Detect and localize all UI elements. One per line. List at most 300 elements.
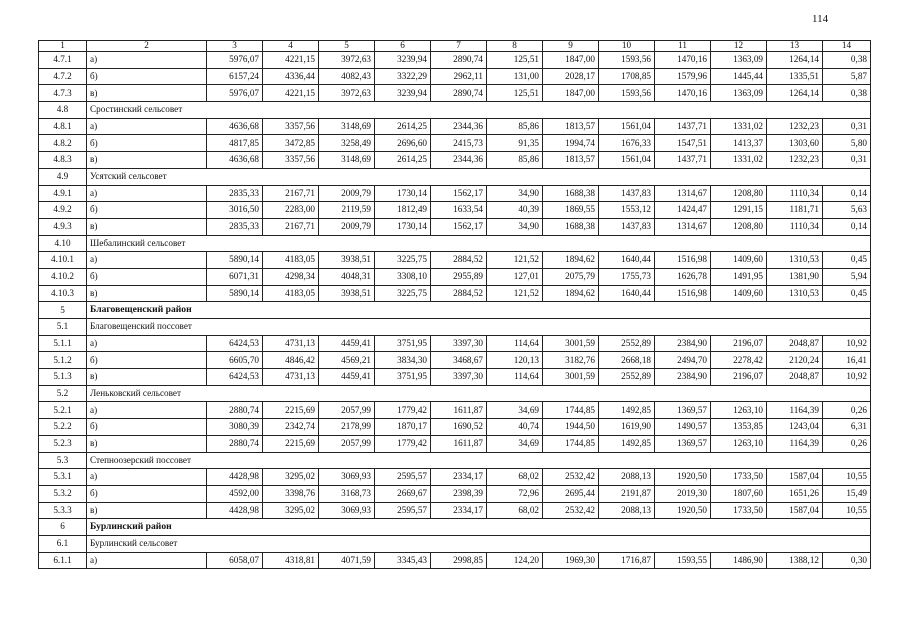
value-cell: 6058,07 [207,552,263,569]
value-cell: 0,14 [823,218,871,235]
value-cell: 4071,59 [319,552,375,569]
value-cell: 34,90 [487,218,543,235]
value-cell: 3295,02 [263,502,319,519]
value-cell: 4183,05 [263,285,319,302]
value-cell: 1243,04 [767,419,823,436]
value-cell: 3345,43 [375,552,431,569]
value-cell: 125,51 [487,52,543,69]
value-cell: 2552,89 [599,369,655,386]
row-variant: а) [87,118,207,135]
value-cell: 2344,36 [431,152,487,169]
value-cell: 1553,12 [599,202,655,219]
value-cell: 0,45 [823,252,871,269]
row-code: 5.3.2 [39,485,87,502]
value-cell: 2880,74 [207,402,263,419]
value-cell: 2696,60 [375,135,431,152]
value-cell: 2494,70 [655,352,711,369]
value-cell: 4298,34 [263,268,319,285]
value-cell: 1486,90 [711,552,767,569]
value-cell: 5976,07 [207,52,263,69]
value-cell: 2057,99 [319,435,375,452]
settlement-title: Шебалинский сельсовет [87,235,871,252]
value-cell: 2278,42 [711,352,767,369]
value-cell: 1516,98 [655,252,711,269]
table-row [39,552,871,569]
value-cell: 1920,50 [655,469,711,486]
value-cell: 1651,26 [767,485,823,502]
value-cell: 1869,55 [543,202,599,219]
value-cell: 3357,56 [263,118,319,135]
value-cell: 1164,39 [767,402,823,419]
value-cell: 3182,76 [543,352,599,369]
value-cell: 1490,57 [655,419,711,436]
value-cell: 3069,93 [319,502,375,519]
value-cell: 0,26 [823,435,871,452]
value-cell: 1208,80 [711,185,767,202]
value-cell: 4183,05 [263,252,319,269]
value-cell: 1640,44 [599,252,655,269]
value-cell: 2835,33 [207,185,263,202]
value-cell: 2191,87 [599,485,655,502]
row-code: 5.1.2 [39,352,87,369]
row-variant: в) [87,152,207,169]
row-variant: б) [87,485,207,502]
value-cell: 1232,23 [767,152,823,169]
value-cell: 1744,85 [543,435,599,452]
row-variant: а) [87,185,207,202]
value-cell: 4817,85 [207,135,263,152]
value-cell: 1640,44 [599,285,655,302]
table-row [39,469,871,486]
value-cell: 2344,36 [431,118,487,135]
value-cell: 1593,55 [655,552,711,569]
column-number: 13 [767,41,823,52]
value-cell: 2835,33 [207,218,263,235]
row-variant: в) [87,369,207,386]
value-cell: 1676,33 [599,135,655,152]
table-row [39,502,871,519]
value-cell: 1437,71 [655,118,711,135]
value-cell: 3148,69 [319,152,375,169]
value-cell: 3938,51 [319,252,375,269]
row-code: 4.8.3 [39,152,87,169]
value-cell: 131,00 [487,68,543,85]
value-cell: 2955,89 [431,268,487,285]
page-number: 114 [812,13,829,25]
value-cell: 1264,14 [767,85,823,102]
district-row [39,519,871,536]
value-cell: 1331,02 [711,118,767,135]
value-cell: 1562,17 [431,218,487,235]
value-cell: 10,92 [823,369,871,386]
value-cell: 1870,17 [375,419,431,436]
table-row [39,68,871,85]
value-cell: 2196,07 [711,335,767,352]
table-row [39,52,871,69]
value-cell: 6424,53 [207,369,263,386]
value-cell: 3001,59 [543,369,599,386]
value-cell: 2595,57 [375,469,431,486]
value-cell: 1593,56 [599,52,655,69]
value-cell: 1263,10 [711,435,767,452]
value-cell: 3225,75 [375,252,431,269]
value-cell: 2884,52 [431,252,487,269]
row-code: 4.8 [39,102,87,119]
value-cell: 1744,85 [543,402,599,419]
value-cell: 2119,59 [319,202,375,219]
value-cell: 3239,94 [375,52,431,69]
tariff-table [38,40,871,569]
value-cell: 1730,14 [375,185,431,202]
value-cell: 91,35 [487,135,543,152]
table-row [39,369,871,386]
value-cell: 3016,50 [207,202,263,219]
value-cell: 1779,42 [375,402,431,419]
row-code: 5.1.3 [39,369,87,386]
row-code: 4.9 [39,168,87,185]
value-cell: 2088,13 [599,502,655,519]
value-cell: 2342,74 [263,419,319,436]
value-cell: 1994,74 [543,135,599,152]
value-cell: 1561,04 [599,118,655,135]
value-cell: 16,41 [823,352,871,369]
value-cell: 1969,30 [543,552,599,569]
value-cell: 3398,76 [263,485,319,502]
value-cell: 3001,59 [543,335,599,352]
row-variant: в) [87,218,207,235]
value-cell: 3397,30 [431,369,487,386]
value-cell: 1369,57 [655,402,711,419]
value-cell: 1619,90 [599,419,655,436]
row-code: 5.2 [39,385,87,402]
value-cell: 2088,13 [599,469,655,486]
value-cell: 3069,93 [319,469,375,486]
value-cell: 1110,34 [767,218,823,235]
table-row [39,202,871,219]
value-cell: 1445,44 [711,68,767,85]
value-cell: 6157,24 [207,68,263,85]
row-code: 6.1.1 [39,552,87,569]
table-row [39,335,871,352]
row-variant: б) [87,202,207,219]
value-cell: 1716,87 [599,552,655,569]
row-variant: а) [87,469,207,486]
column-number: 2 [87,41,207,52]
value-cell: 2334,17 [431,469,487,486]
value-cell: 120,13 [487,352,543,369]
value-cell: 15,49 [823,485,871,502]
row-code: 4.10.1 [39,252,87,269]
table-row [39,85,871,102]
value-cell: 1470,16 [655,85,711,102]
value-cell: 6071,31 [207,268,263,285]
value-cell: 85,86 [487,118,543,135]
value-cell: 2215,69 [263,435,319,452]
row-code: 5.3.1 [39,469,87,486]
row-variant: в) [87,285,207,302]
row-code: 5.2.1 [39,402,87,419]
value-cell: 124,20 [487,552,543,569]
value-cell: 2532,42 [543,469,599,486]
value-cell: 2196,07 [711,369,767,386]
row-code: 6 [39,519,87,536]
row-code: 4.9.2 [39,202,87,219]
value-cell: 5890,14 [207,285,263,302]
value-cell: 1470,16 [655,52,711,69]
value-cell: 2120,24 [767,352,823,369]
table-row [39,152,871,169]
settlement-title: Усятский сельсовет [87,168,871,185]
value-cell: 2009,79 [319,218,375,235]
row-variant: а) [87,335,207,352]
row-variant: б) [87,68,207,85]
value-cell: 1110,34 [767,185,823,202]
column-number: 3 [207,41,263,52]
value-cell: 4428,98 [207,469,263,486]
value-cell: 2415,73 [431,135,487,152]
value-cell: 3148,69 [319,118,375,135]
value-cell: 3972,63 [319,52,375,69]
value-cell: 1708,85 [599,68,655,85]
value-cell: 1310,53 [767,285,823,302]
value-cell: 3322,29 [375,68,431,85]
value-cell: 0,45 [823,285,871,302]
value-cell: 1813,57 [543,118,599,135]
value-cell: 2167,71 [263,218,319,235]
column-number: 4 [263,41,319,52]
value-cell: 0,26 [823,402,871,419]
value-cell: 2334,17 [431,502,487,519]
value-cell: 2884,52 [431,285,487,302]
table-row [39,419,871,436]
value-cell: 1755,73 [599,268,655,285]
value-cell: 4459,41 [319,335,375,352]
value-cell: 2669,67 [375,485,431,502]
value-cell: 4731,13 [263,369,319,386]
value-cell: 3751,95 [375,369,431,386]
value-cell: 1847,00 [543,52,599,69]
row-variant: б) [87,268,207,285]
value-cell: 1920,50 [655,502,711,519]
value-cell: 34,90 [487,185,543,202]
value-cell: 125,51 [487,85,543,102]
value-cell: 1547,51 [655,135,711,152]
value-cell: 2009,79 [319,185,375,202]
value-cell: 0,14 [823,185,871,202]
value-cell: 2178,99 [319,419,375,436]
table-row [39,135,871,152]
value-cell: 85,86 [487,152,543,169]
value-cell: 40,74 [487,419,543,436]
value-cell: 3168,73 [319,485,375,502]
value-cell: 68,02 [487,469,543,486]
value-cell: 4318,81 [263,552,319,569]
value-cell: 5890,14 [207,252,263,269]
value-cell: 1492,85 [599,402,655,419]
value-cell: 4592,00 [207,485,263,502]
value-cell: 1561,04 [599,152,655,169]
column-number: 8 [487,41,543,52]
value-cell: 1593,56 [599,85,655,102]
settlement-title: Леньковский сельсовет [87,385,871,402]
value-cell: 2532,42 [543,502,599,519]
value-cell: 1688,38 [543,185,599,202]
row-code: 5.3.3 [39,502,87,519]
value-cell: 1331,02 [711,152,767,169]
value-cell: 5,80 [823,135,871,152]
value-cell: 3468,67 [431,352,487,369]
row-code: 4.7.1 [39,52,87,69]
value-cell: 1944,50 [543,419,599,436]
value-cell: 3938,51 [319,285,375,302]
value-cell: 2668,18 [599,352,655,369]
value-cell: 2614,25 [375,118,431,135]
value-cell: 2048,87 [767,335,823,352]
value-cell: 121,52 [487,285,543,302]
row-variant: в) [87,502,207,519]
value-cell: 3258,49 [319,135,375,152]
value-cell: 4846,42 [263,352,319,369]
value-cell: 10,55 [823,469,871,486]
value-cell: 1353,85 [711,419,767,436]
value-cell: 1894,62 [543,252,599,269]
value-cell: 68,02 [487,502,543,519]
row-code: 5.3 [39,452,87,469]
column-number: 14 [823,41,871,52]
value-cell: 2595,57 [375,502,431,519]
value-cell: 1894,62 [543,285,599,302]
value-cell: 1388,12 [767,552,823,569]
value-cell: 2167,71 [263,185,319,202]
value-cell: 6424,53 [207,335,263,352]
value-cell: 2962,11 [431,68,487,85]
value-cell: 2075,79 [543,268,599,285]
value-cell: 1303,60 [767,135,823,152]
value-cell: 1381,90 [767,268,823,285]
settlement-row [39,452,871,469]
column-number: 1 [39,41,87,52]
value-cell: 1335,51 [767,68,823,85]
value-cell: 1314,67 [655,218,711,235]
value-cell: 1733,50 [711,469,767,486]
value-cell: 1363,09 [711,85,767,102]
value-cell: 2890,74 [431,52,487,69]
value-cell: 1409,60 [711,285,767,302]
table-row [39,252,871,269]
value-cell: 3080,39 [207,419,263,436]
value-cell: 2048,87 [767,369,823,386]
settlement-title: Бурлинский сельсовет [87,535,871,552]
value-cell: 1492,85 [599,435,655,452]
value-cell: 3751,95 [375,335,431,352]
value-cell: 4048,31 [319,268,375,285]
row-code: 5.1 [39,319,87,336]
value-cell: 1587,04 [767,469,823,486]
value-cell: 5,94 [823,268,871,285]
value-cell: 1310,53 [767,252,823,269]
value-cell: 0,31 [823,152,871,169]
settlement-title: Степноозерский поссовет [87,452,871,469]
value-cell: 2215,69 [263,402,319,419]
settlement-row [39,385,871,402]
value-cell: 4336,44 [263,68,319,85]
table-row [39,402,871,419]
value-cell: 6605,70 [207,352,263,369]
value-cell: 1730,14 [375,218,431,235]
value-cell: 2019,30 [655,485,711,502]
value-cell: 3239,94 [375,85,431,102]
value-cell: 1633,54 [431,202,487,219]
value-cell: 4731,13 [263,335,319,352]
header-row [39,41,871,52]
value-cell: 4221,15 [263,85,319,102]
value-cell: 5,87 [823,68,871,85]
table-row [39,268,871,285]
value-cell: 3295,02 [263,469,319,486]
settlement-row [39,235,871,252]
row-code: 4.10 [39,235,87,252]
value-cell: 1437,71 [655,152,711,169]
value-cell: 3834,30 [375,352,431,369]
value-cell: 1263,10 [711,402,767,419]
table-body [39,41,871,569]
column-number: 11 [655,41,711,52]
value-cell: 1437,83 [599,218,655,235]
table-row [39,118,871,135]
row-code: 5 [39,302,87,319]
value-cell: 10,92 [823,335,871,352]
value-cell: 2890,74 [431,85,487,102]
table-row [39,485,871,502]
value-cell: 4569,21 [319,352,375,369]
value-cell: 1208,80 [711,218,767,235]
row-code: 6.1 [39,535,87,552]
value-cell: 4636,68 [207,152,263,169]
value-cell: 10,55 [823,502,871,519]
value-cell: 114,64 [487,335,543,352]
value-cell: 1363,09 [711,52,767,69]
row-variant: а) [87,402,207,419]
row-code: 4.9.3 [39,218,87,235]
row-code: 4.7.2 [39,68,87,85]
value-cell: 1690,52 [431,419,487,436]
value-cell: 6,31 [823,419,871,436]
value-cell: 3397,30 [431,335,487,352]
row-code: 4.7.3 [39,85,87,102]
value-cell: 4459,41 [319,369,375,386]
column-number: 10 [599,41,655,52]
column-number: 5 [319,41,375,52]
value-cell: 1587,04 [767,502,823,519]
value-cell: 4428,98 [207,502,263,519]
district-title: Благовещенский район [87,302,871,319]
value-cell: 2880,74 [207,435,263,452]
row-code: 4.8.1 [39,118,87,135]
row-variant: б) [87,352,207,369]
value-cell: 2552,89 [599,335,655,352]
value-cell: 1516,98 [655,285,711,302]
value-cell: 114,64 [487,369,543,386]
value-cell: 1413,37 [711,135,767,152]
value-cell: 4636,68 [207,118,263,135]
column-number: 9 [543,41,599,52]
value-cell: 34,69 [487,435,543,452]
value-cell: 0,31 [823,118,871,135]
value-cell: 1181,71 [767,202,823,219]
value-cell: 1611,87 [431,402,487,419]
row-code: 5.1.1 [39,335,87,352]
row-code: 5.2.3 [39,435,87,452]
